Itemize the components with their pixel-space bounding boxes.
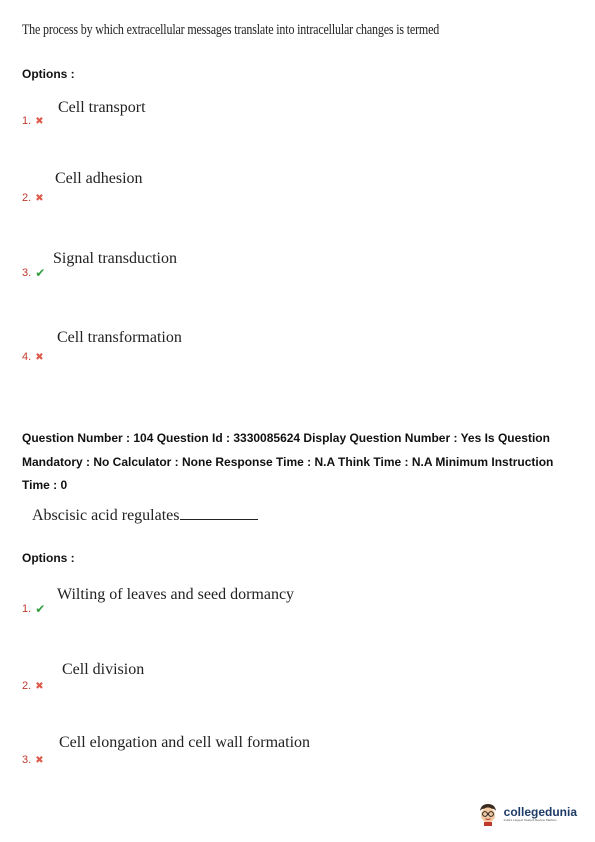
- q2-option-2-text: Cell division: [62, 661, 145, 678]
- q1-option-3-text: Signal transduction: [53, 250, 177, 267]
- question-2-text: Abscisic acid regulates: [32, 507, 180, 524]
- question-meta: Question Number : 104 Question Id : 3330085624 Display Question Number : Yes Is Question Mandatory : No Calculator : None Response Time : N.A Think Time : N.A Minimum Instruction Time : 0: [22, 431, 554, 492]
- q1-options-label: Options :: [22, 67, 75, 81]
- question-1-text: The process by which extracellular messages translate into intracellular changes is termed: [22, 22, 440, 38]
- q1-option-4-text: Cell transformation: [57, 329, 182, 346]
- mascot-icon: [477, 802, 499, 826]
- q2-option-2-number: 2. ✖: [22, 680, 44, 692]
- q1-option-4-number: 4. ✖: [22, 351, 44, 363]
- cross-icon: ✖: [35, 192, 44, 204]
- cross-icon: ✖: [35, 680, 44, 692]
- check-icon: ✔: [35, 266, 46, 280]
- q2-option-1-number: 1. ✔: [22, 602, 46, 616]
- collegedunia-logo: [477, 802, 577, 826]
- logo-name: collegedunia: [503, 805, 577, 819]
- cross-icon: ✖: [35, 754, 44, 766]
- q1-option-2-text: Cell adhesion: [55, 170, 143, 187]
- q2-option-1-text: Wilting of leaves and seed dormancy: [57, 586, 295, 603]
- q1-option-2-number: 2. ✖: [22, 192, 44, 204]
- cross-icon: ✖: [35, 115, 44, 127]
- q2-options-label: Options :: [22, 551, 75, 565]
- q1-option-3-number: 3. ✔: [22, 266, 46, 280]
- cross-icon: ✖: [35, 351, 44, 363]
- q1-option-1-number: 1. ✖: [22, 115, 44, 127]
- question-2-stem: [32, 505, 258, 525]
- q2-option-3-number: 3. ✖: [22, 754, 44, 766]
- check-icon: ✔: [35, 602, 46, 616]
- logo-tagline: India's Largest Student Review Platform: [503, 818, 557, 822]
- q2-option-3-text: Cell elongation and cell wall formation: [59, 734, 311, 751]
- answer-blank: [180, 505, 258, 520]
- q1-option-1-text: Cell transport: [58, 99, 146, 116]
